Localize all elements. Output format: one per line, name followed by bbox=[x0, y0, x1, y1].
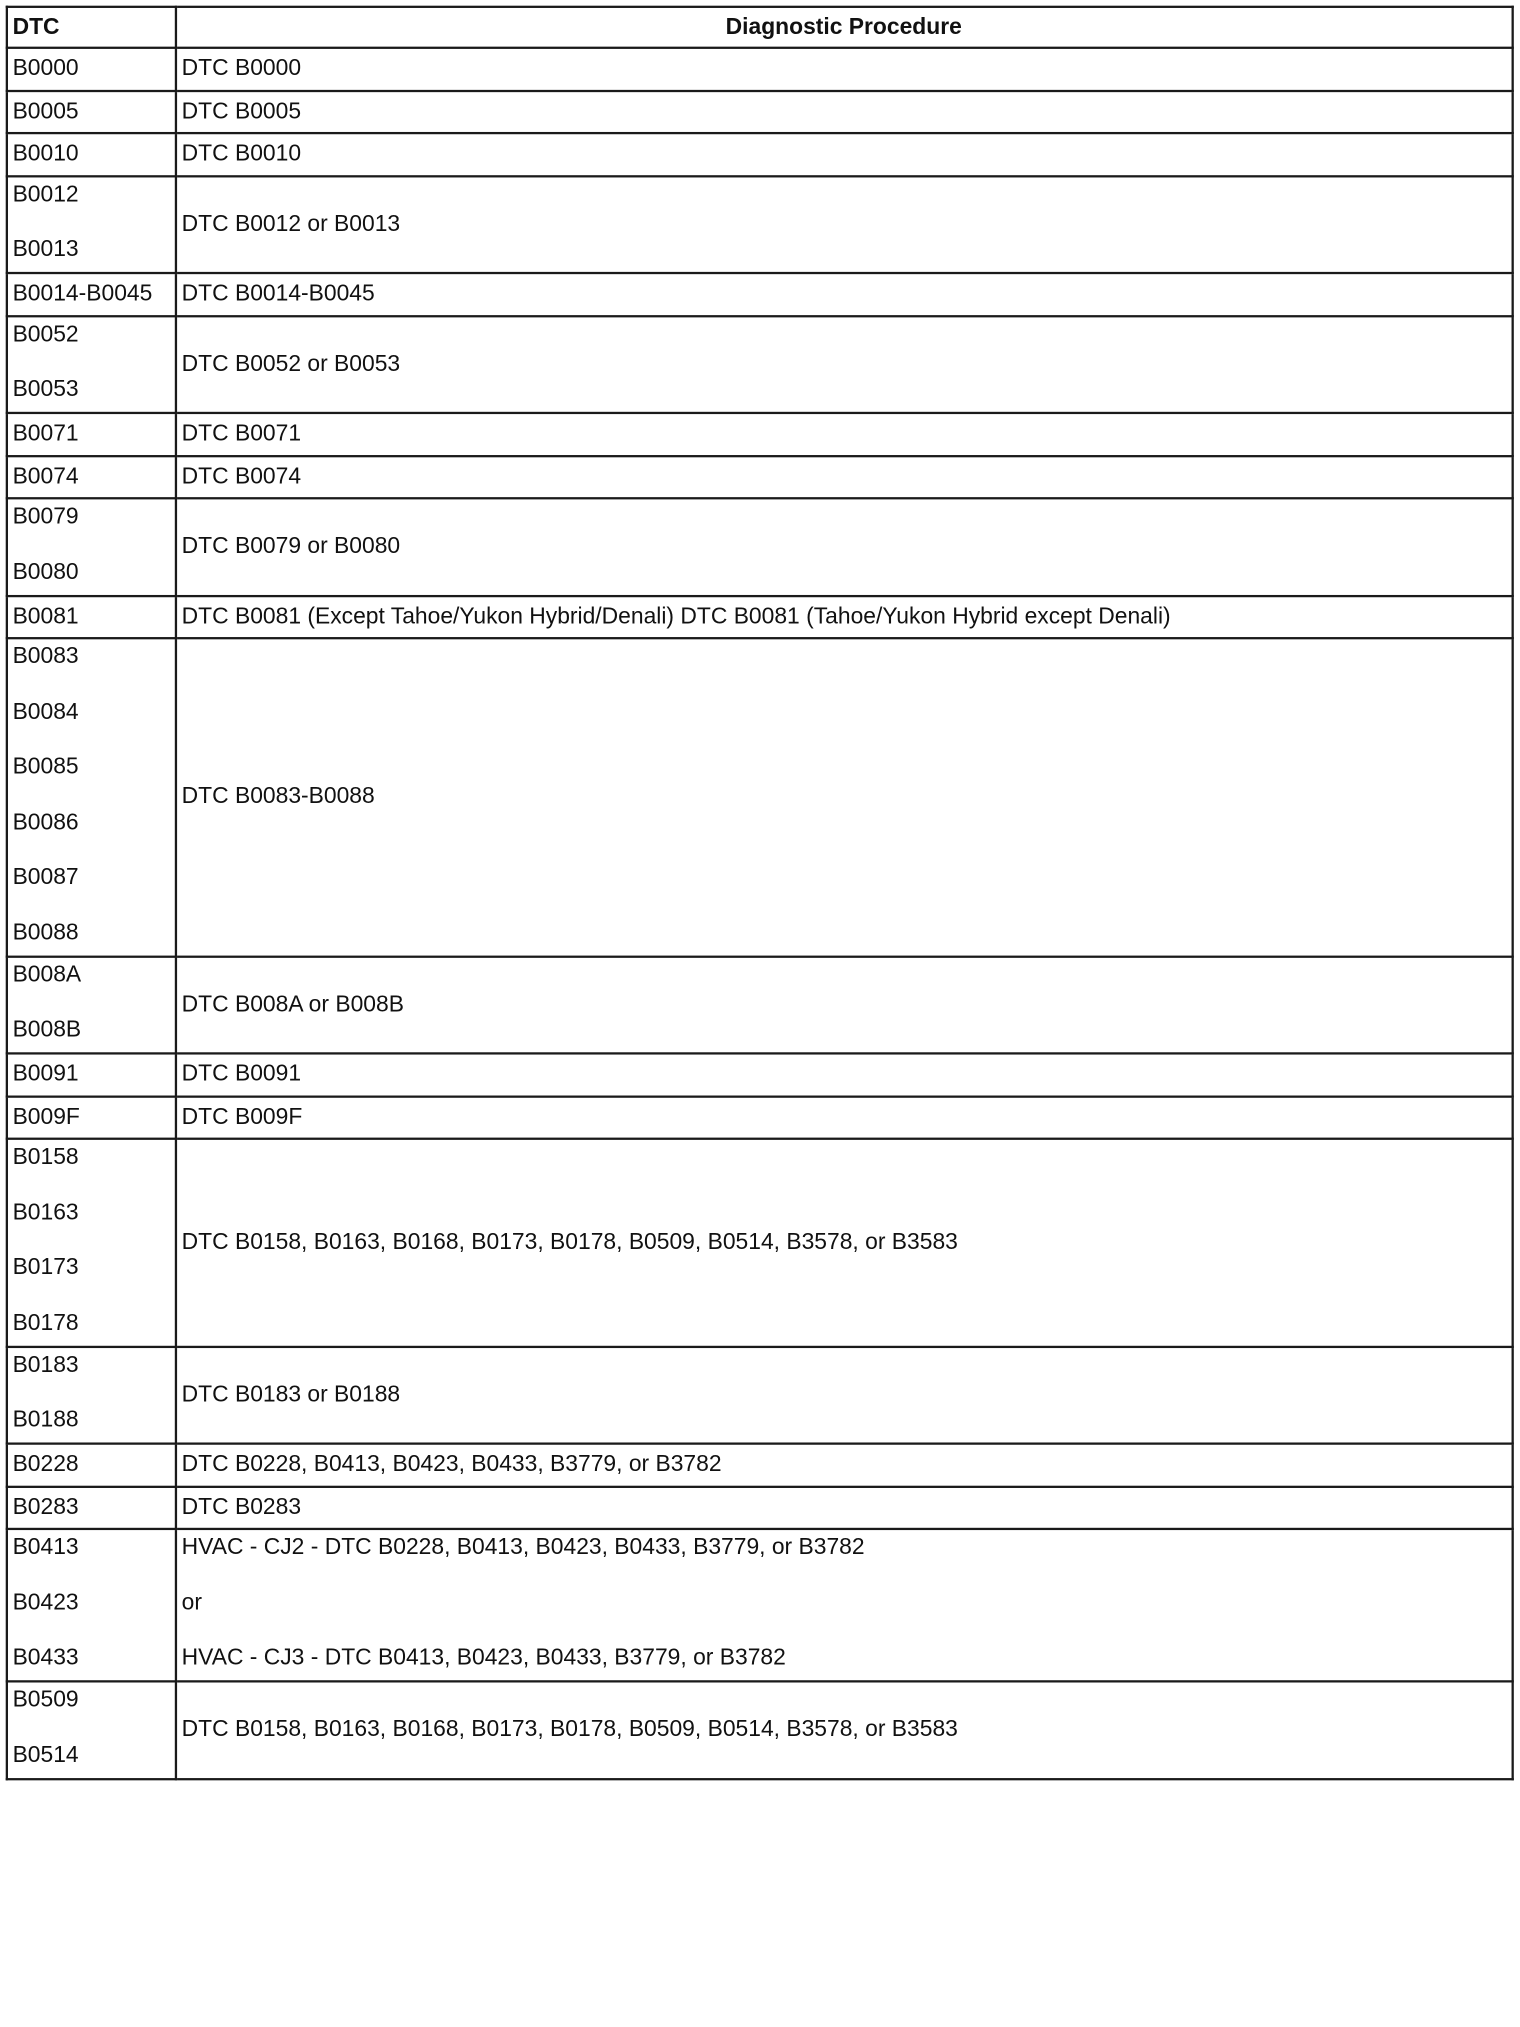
dtc-code-cell bbox=[7, 316, 176, 413]
procedure-cell bbox=[176, 1486, 1513, 1529]
dtc-code-cell bbox=[7, 413, 176, 456]
dtc-table-body bbox=[7, 48, 1513, 1779]
procedure-cell bbox=[176, 316, 1513, 413]
procedure-text: DTC B0000 bbox=[181, 56, 302, 82]
dtc-code-cell bbox=[7, 638, 176, 956]
dtc-code-cell bbox=[7, 176, 176, 273]
dtc-code: B0012 bbox=[12, 181, 79, 207]
procedure-cell bbox=[176, 273, 1513, 316]
procedure-cell bbox=[176, 133, 1513, 176]
procedure-cell bbox=[176, 176, 1513, 273]
procedure-cell bbox=[176, 1346, 1513, 1443]
dtc-code: B0514 bbox=[12, 1742, 79, 1768]
procedure-cell bbox=[176, 956, 1513, 1053]
dtc-code: B0074 bbox=[12, 463, 79, 489]
dtc-code-cell bbox=[7, 48, 176, 91]
dtc-column-header: DTC bbox=[7, 7, 176, 48]
procedure-cell bbox=[176, 456, 1513, 499]
procedure-text: DTC B0228, B0413, B0423, B0433, B3779, or B3782 bbox=[181, 1451, 722, 1477]
dtc-code: B0071 bbox=[12, 421, 79, 447]
dtc-code: B0433 bbox=[12, 1644, 79, 1670]
procedure-cell bbox=[176, 413, 1513, 456]
procedure-text: DTC B0071 bbox=[181, 421, 302, 447]
procedure-cell bbox=[176, 90, 1513, 133]
procedure-text: DTC B0183 or B0188 bbox=[181, 1381, 401, 1407]
table-row bbox=[7, 413, 1513, 456]
table-row bbox=[7, 1053, 1513, 1096]
dtc-code: B0158 bbox=[12, 1144, 79, 1170]
dtc-code-cell bbox=[7, 1486, 176, 1529]
dtc-table bbox=[6, 6, 1514, 1780]
dtc-code-cell bbox=[7, 1681, 176, 1778]
procedure-cell bbox=[176, 1096, 1513, 1139]
procedure-cell bbox=[176, 1444, 1513, 1487]
dtc-code: B008B bbox=[12, 1017, 82, 1043]
procedure-text: DTC B0079 or B0080 bbox=[181, 533, 401, 559]
dtc-code: B0084 bbox=[12, 699, 79, 725]
table-row bbox=[7, 1486, 1513, 1529]
table-row bbox=[7, 316, 1513, 413]
dtc-code: B009F bbox=[12, 1104, 80, 1130]
procedure-cell bbox=[176, 48, 1513, 91]
dtc-code-cell bbox=[7, 1346, 176, 1443]
table-row bbox=[7, 456, 1513, 499]
dtc-code: B0083 bbox=[12, 643, 79, 669]
procedure-text: DTC B0158, B0163, B0168, B0173, B0178, B0509, B0514, B3578, or B3583 bbox=[181, 1229, 958, 1255]
dtc-code: B0178 bbox=[12, 1309, 79, 1335]
dtc-code: B0005 bbox=[12, 98, 79, 124]
table-row bbox=[7, 1444, 1513, 1487]
dtc-code-cell bbox=[7, 1529, 176, 1681]
dtc-code: B0183 bbox=[12, 1352, 79, 1378]
procedure-text: DTC B008A or B008B bbox=[181, 991, 404, 1017]
dtc-code-cell bbox=[7, 456, 176, 499]
dtc-code: B008A bbox=[12, 961, 82, 987]
procedure-cell bbox=[176, 1529, 1513, 1681]
table-row bbox=[7, 1529, 1513, 1681]
procedure-text: DTC B009F bbox=[181, 1104, 303, 1130]
dtc-code: B0080 bbox=[12, 559, 79, 585]
procedure-text: DTC B0010 bbox=[181, 141, 302, 167]
table-row bbox=[7, 273, 1513, 316]
table-row bbox=[7, 956, 1513, 1053]
dtc-code-cell bbox=[7, 1053, 176, 1096]
dtc-code: B0423 bbox=[12, 1589, 79, 1615]
dtc-code-cell bbox=[7, 956, 176, 1053]
table-row bbox=[7, 1096, 1513, 1139]
dtc-code: B0413 bbox=[12, 1534, 79, 1560]
dtc-code-cell bbox=[7, 498, 176, 595]
dtc-code: B0086 bbox=[12, 809, 79, 835]
procedure-cell bbox=[176, 1681, 1513, 1778]
procedure-text: HVAC - CJ2 - DTC B0228, B0413, B0423, B0433, B3779, or B3782 bbox=[181, 1534, 865, 1560]
dtc-code: B0010 bbox=[12, 141, 79, 167]
dtc-code: B0079 bbox=[12, 503, 79, 529]
table-row bbox=[7, 176, 1513, 273]
procedure-text: DTC B0005 bbox=[181, 98, 302, 124]
dtc-code: B0088 bbox=[12, 919, 79, 945]
dtc-code-cell bbox=[7, 1139, 176, 1347]
procedure-text: DTC B0083-B0088 bbox=[181, 784, 375, 810]
procedure-text: DTC B0014-B0045 bbox=[181, 281, 375, 307]
dtc-code: B0013 bbox=[12, 236, 79, 262]
table-row bbox=[7, 1346, 1513, 1443]
dtc-code: B0081 bbox=[12, 603, 79, 629]
dtc-code: B0163 bbox=[12, 1199, 79, 1225]
procedure-text: DTC B0074 bbox=[181, 463, 302, 489]
table-row bbox=[7, 596, 1513, 639]
procedure-text: or bbox=[181, 1589, 202, 1615]
dtc-code: B0000 bbox=[12, 56, 79, 82]
procedure-cell bbox=[176, 1139, 1513, 1347]
table-row bbox=[7, 90, 1513, 133]
dtc-code: B0509 bbox=[12, 1687, 79, 1713]
procedure-text: DTC B0091 bbox=[181, 1061, 302, 1087]
dtc-code-cell bbox=[7, 1096, 176, 1139]
dtc-code: B0188 bbox=[12, 1407, 79, 1433]
header-row bbox=[7, 7, 1513, 48]
procedure-cell bbox=[176, 596, 1513, 639]
procedure-text: DTC B0052 or B0053 bbox=[181, 351, 401, 377]
procedure-text: HVAC - CJ3 - DTC B0413, B0423, B0433, B3779, or B3782 bbox=[181, 1644, 786, 1670]
dtc-code-cell bbox=[7, 273, 176, 316]
dtc-code: B0014-B0045 bbox=[12, 281, 153, 307]
dtc-code: B0085 bbox=[12, 754, 79, 780]
dtc-code: B0173 bbox=[12, 1254, 79, 1280]
table-row bbox=[7, 638, 1513, 956]
procedure-text: DTC B0158, B0163, B0168, B0173, B0178, B0509, B0514, B3578, or B3583 bbox=[181, 1716, 958, 1742]
dtc-code: B0091 bbox=[12, 1061, 79, 1087]
dtc-code: B0283 bbox=[12, 1494, 79, 1520]
dtc-code-cell bbox=[7, 596, 176, 639]
dtc-code: B0228 bbox=[12, 1451, 79, 1477]
table-row bbox=[7, 498, 1513, 595]
procedure-cell bbox=[176, 498, 1513, 595]
dtc-code: B0052 bbox=[12, 321, 79, 347]
table-row bbox=[7, 133, 1513, 176]
table-row bbox=[7, 48, 1513, 91]
procedure-cell bbox=[176, 638, 1513, 956]
dtc-code-cell bbox=[7, 90, 176, 133]
procedure-text: DTC B0081 (Except Tahoe/Yukon Hybrid/Denali) DTC B0081 (Tahoe/Yukon Hybrid except Denali) bbox=[181, 603, 1171, 629]
dtc-code-cell bbox=[7, 1444, 176, 1487]
procedure-cell bbox=[176, 1053, 1513, 1096]
procedure-text: DTC B0012 or B0013 bbox=[181, 211, 401, 237]
dtc-code: B0053 bbox=[12, 376, 79, 402]
table-row bbox=[7, 1681, 1513, 1778]
procedure-text: DTC B0283 bbox=[181, 1494, 302, 1520]
dtc-code-cell bbox=[7, 133, 176, 176]
dtc-code: B0087 bbox=[12, 864, 79, 890]
table-row bbox=[7, 1139, 1513, 1347]
procedure-column-header: Diagnostic Procedure bbox=[176, 7, 1513, 48]
